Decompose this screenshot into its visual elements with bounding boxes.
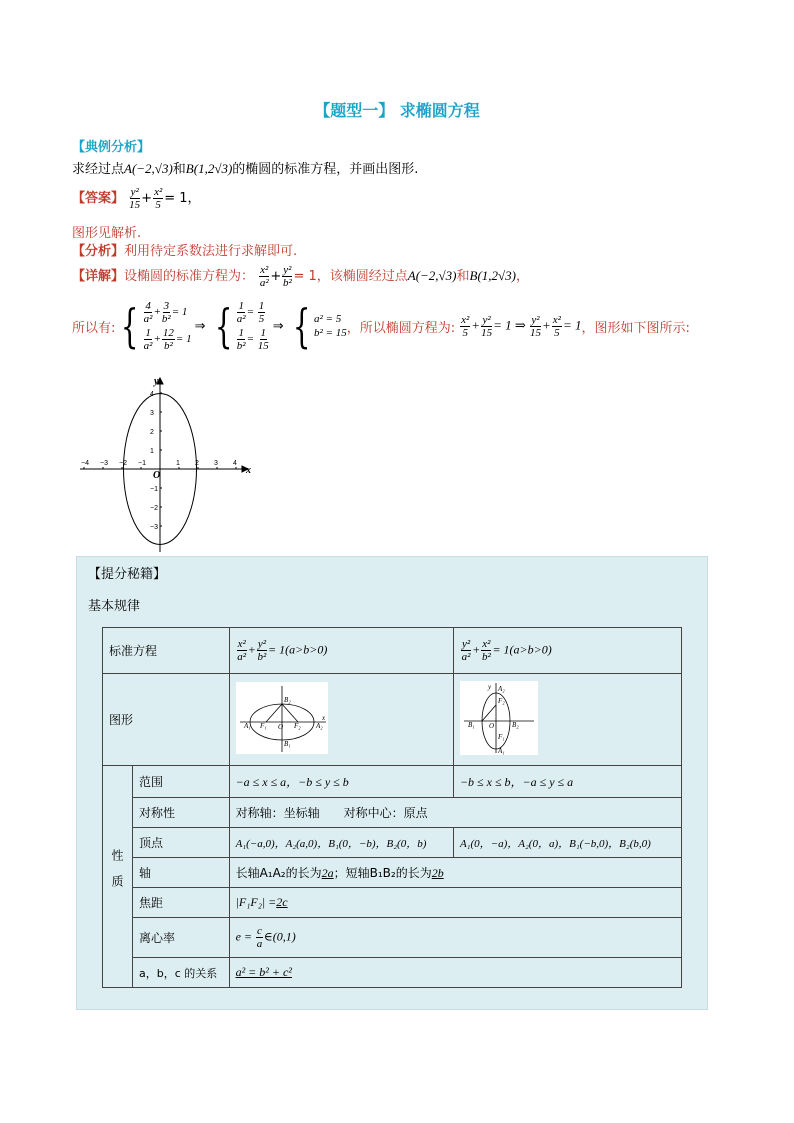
detail-point-a: A(−2,√3)	[407, 268, 457, 283]
x-tick-label: 2	[195, 460, 199, 467]
x-tick-label: −4	[81, 460, 89, 467]
detail-tail: ，图形如下图所示:	[581, 320, 690, 336]
detail-point-b: B(1,2√3)	[469, 268, 517, 283]
table-row	[103, 798, 682, 828]
row-header-focal: 焦距	[133, 888, 230, 918]
system-3: { a² = 5 b² = 15	[292, 299, 347, 353]
vertical-ellipse-figure	[460, 681, 538, 755]
x-tick-label: −1	[138, 460, 146, 467]
table-row	[103, 674, 682, 766]
vertex-2: A₁(0，−a)，A₂(0，a)，B₁(−b,0)，B₂(b,0)	[453, 828, 681, 858]
ecc-value: e = $\frac{c}{a}$ ∈(0,1)	[229, 918, 681, 958]
row-header-std-eq: 标准方程	[103, 628, 230, 674]
row-header-axis: 轴	[133, 858, 230, 888]
example-header: 【典例分析】	[72, 140, 151, 155]
svg-text:A₁: A₁	[497, 747, 505, 755]
row-header-figure: 图形	[103, 674, 230, 766]
tips-header: 【提分秘籍】	[88, 567, 167, 582]
table-row	[103, 766, 682, 798]
row-header-relation: a，b，c 的关系	[133, 958, 230, 988]
frac-num: y²	[283, 264, 292, 276]
svg-text:F₁: F₁	[259, 722, 267, 730]
svg-text:B₂: B₂	[511, 721, 519, 729]
frac-den: b²	[282, 277, 292, 289]
prop-label: 性质	[110, 849, 124, 901]
svg-text:A₁: A₁	[243, 722, 251, 730]
detail-system: 所以有: { $\frac{4}{\text{a²}}$ + $\frac{3}{\text{b²}}$ = 1 $\frac{1}{\text{a²}}$ + $\frac{12}{\text{b²}}$ = 1 ⇒ { $\frac{1}{\text{a²}}$ = $\frac{1}{5}$ $\frac{1}{\text{b²}}$ = $\frac{1}{15}$ ⇒ { a² = 5 b² = 15 ，所以椭圆方程为: $\frac{\text{x²}}{5}$ + $\frac{\text{y²}}{15}$ = 1 ⇒ $\frac{\text{y²}}{15}$ + $\frac{\text{x²}}{5}$ = 1 ，图形如下图所示:	[72, 299, 690, 353]
row-header-range: 范围	[133, 766, 230, 798]
row-header-vertex: 顶点	[133, 828, 230, 858]
svg-text:x: x	[321, 714, 325, 722]
svg-text:F₂: F₂	[497, 697, 505, 705]
ecc-tail: ∈(0,1)	[263, 929, 296, 944]
system-2: { $\frac{1}{\text{a²}}$ = $\frac{1}{5}$ $\frac{1}{\text{b²}}$ = $\frac{1}{15}$	[214, 299, 269, 353]
x-tick-label: 4	[233, 460, 237, 467]
svg-text:O: O	[277, 723, 283, 731]
figure-horizontal	[229, 674, 453, 766]
system-1: { $\frac{4}{\text{a²}}$ + $\frac{3}{\text{b²}}$ = 1 $\frac{1}{\text{a²}}$ + $\frac{12}{\text{b²}}$ = 1	[121, 299, 192, 353]
table-row	[103, 628, 682, 674]
answer-line: 【答案】 $\frac{\text{y²}}{15}$ + $\frac{\text{x²}}{5}$ = 1，	[72, 186, 201, 211]
frac-num: y²	[130, 186, 139, 198]
frac-num: x²	[260, 264, 269, 276]
detail-mid: 和	[456, 269, 470, 284]
tips-subheader: 基本规律	[88, 599, 141, 614]
range-2: −b ≤ x ≤ b，−a ≤ y ≤ a	[453, 766, 681, 798]
answer-eq-tail: = 1，	[164, 191, 201, 206]
std-eq-1-tail: = 1(a>b>0)	[268, 642, 328, 657]
table-row	[103, 918, 682, 958]
relation-value: a² = b² + c²	[229, 958, 681, 988]
answer-note: 图形见解析.	[72, 226, 142, 241]
svg-text:F₁: F₁	[497, 733, 505, 741]
ellipse-graph	[76, 372, 256, 556]
axis-text-2: ；短轴B₁B₂的长为	[333, 866, 432, 880]
y-tick-label: 4	[150, 391, 154, 398]
x-axis-label: x	[246, 465, 251, 476]
svg-text:B₁: B₁	[467, 721, 475, 729]
frac-den: 15	[129, 199, 141, 211]
frac-den: a²	[259, 277, 269, 289]
detail-so: 所以有:	[72, 320, 116, 336]
analysis-text: 利用待定系数法进行求解即可.	[124, 244, 298, 259]
y-tick-label: −2	[150, 505, 158, 512]
detail-text: 设椭圆的标准方程为：	[124, 269, 255, 284]
vertex-1: A₁(−a,0)，A₂(a,0)，B₁(0，−b)，B₂(0，b)	[229, 828, 453, 858]
horizontal-ellipse-figure	[236, 682, 328, 754]
problem-text-mid: 和	[172, 162, 186, 177]
analysis-label: 【分析】	[72, 244, 125, 259]
frac-num: x²	[154, 186, 163, 198]
svg-text:F₂: F₂	[293, 722, 301, 730]
svg-text:B₁: B₁	[283, 740, 291, 748]
axis-value	[229, 858, 681, 888]
problem-statement	[72, 158, 418, 177]
origin-label: O	[153, 470, 161, 481]
std-eq-2: $\frac{\text{y²}}{\text{a²}}$ + $\frac{\text{x²}}{\text{b²}}$ = 1(a>b>0)	[453, 628, 681, 674]
svg-text:y: y	[487, 683, 492, 691]
page-title: 【题型一】 求椭圆方程	[314, 101, 480, 120]
std-eq-2-tail: = 1(a>b>0)	[492, 642, 552, 657]
point-a: A(−2,√3)	[124, 161, 173, 176]
detail-label: 【详解】	[72, 269, 125, 284]
table-row	[103, 858, 682, 888]
svg-text:A₂: A₂	[497, 685, 505, 693]
row-header-ecc: 离心率	[133, 918, 230, 958]
focal-text: |F₁F₂| =	[235, 895, 277, 909]
x-tick-label: −2	[119, 460, 127, 467]
x-tick-label: 3	[214, 460, 218, 467]
frac-den: 5	[155, 199, 161, 211]
y-tick-label: 2	[150, 429, 154, 436]
problem-text: 求经过点	[72, 162, 125, 177]
range-1: −a ≤ x ≤ a，−b ≤ y ≤ b	[229, 766, 453, 798]
row-header-symmetry: 对称性	[133, 798, 230, 828]
y-tick-label: 3	[150, 410, 154, 417]
table-row	[103, 958, 682, 988]
row-header-prop	[103, 766, 133, 988]
y-tick-label: −1	[150, 486, 158, 493]
focal-value	[229, 888, 681, 918]
svg-text:A₂: A₂	[315, 722, 323, 730]
sys-result-2: b² = 15	[313, 327, 347, 339]
std-eq-1: $\frac{\text{x²}}{\text{a²}}$ + $\frac{\text{y²}}{\text{b²}}$ = 1(a>b>0)	[229, 628, 453, 674]
figure-vertical	[453, 674, 681, 766]
table-row	[103, 828, 682, 858]
y-axis-label: y	[154, 376, 159, 387]
focal-2c: 2c	[276, 895, 288, 909]
svg-text:O: O	[488, 722, 495, 730]
svg-text:B₂: B₂	[283, 696, 291, 704]
table-row	[103, 888, 682, 918]
detail-end: ，	[516, 269, 530, 284]
x-tick-label: 1	[176, 460, 180, 467]
detail-line-1: 【详解】设椭圆的标准方程为： $\frac{\text{x²}}{\text{a²}}$ + $\frac{\text{y²}}{\text{b²}}$ = 1，该椭圆经过点A(−2,√3)和B(1,2√3)，	[72, 264, 530, 289]
axis-long: 2a	[321, 866, 334, 880]
detail-so2: ，所以椭圆方程为:	[346, 320, 456, 336]
analysis-line	[72, 240, 297, 259]
problem-text-after: 的椭圆的标准方程，并画出图形.	[232, 162, 419, 177]
point-b: B(1,2√3)	[185, 161, 233, 176]
y-tick-label: −3	[150, 524, 158, 531]
axis-text-1: 长轴A₁A₂的长为	[235, 866, 322, 880]
axis-short: 2b	[431, 866, 444, 880]
sys-result-1: a² = 5	[313, 313, 342, 325]
symmetry-value: 对称轴：坐标轴 对称中心：原点	[229, 798, 681, 828]
detail-text-2: = 1，该椭圆经过点	[293, 269, 408, 284]
answer-label: 【答案】	[72, 191, 125, 206]
x-tick-label: −3	[100, 460, 108, 467]
ellipse-rule-table	[102, 627, 682, 988]
y-tick-label: 1	[150, 448, 154, 455]
